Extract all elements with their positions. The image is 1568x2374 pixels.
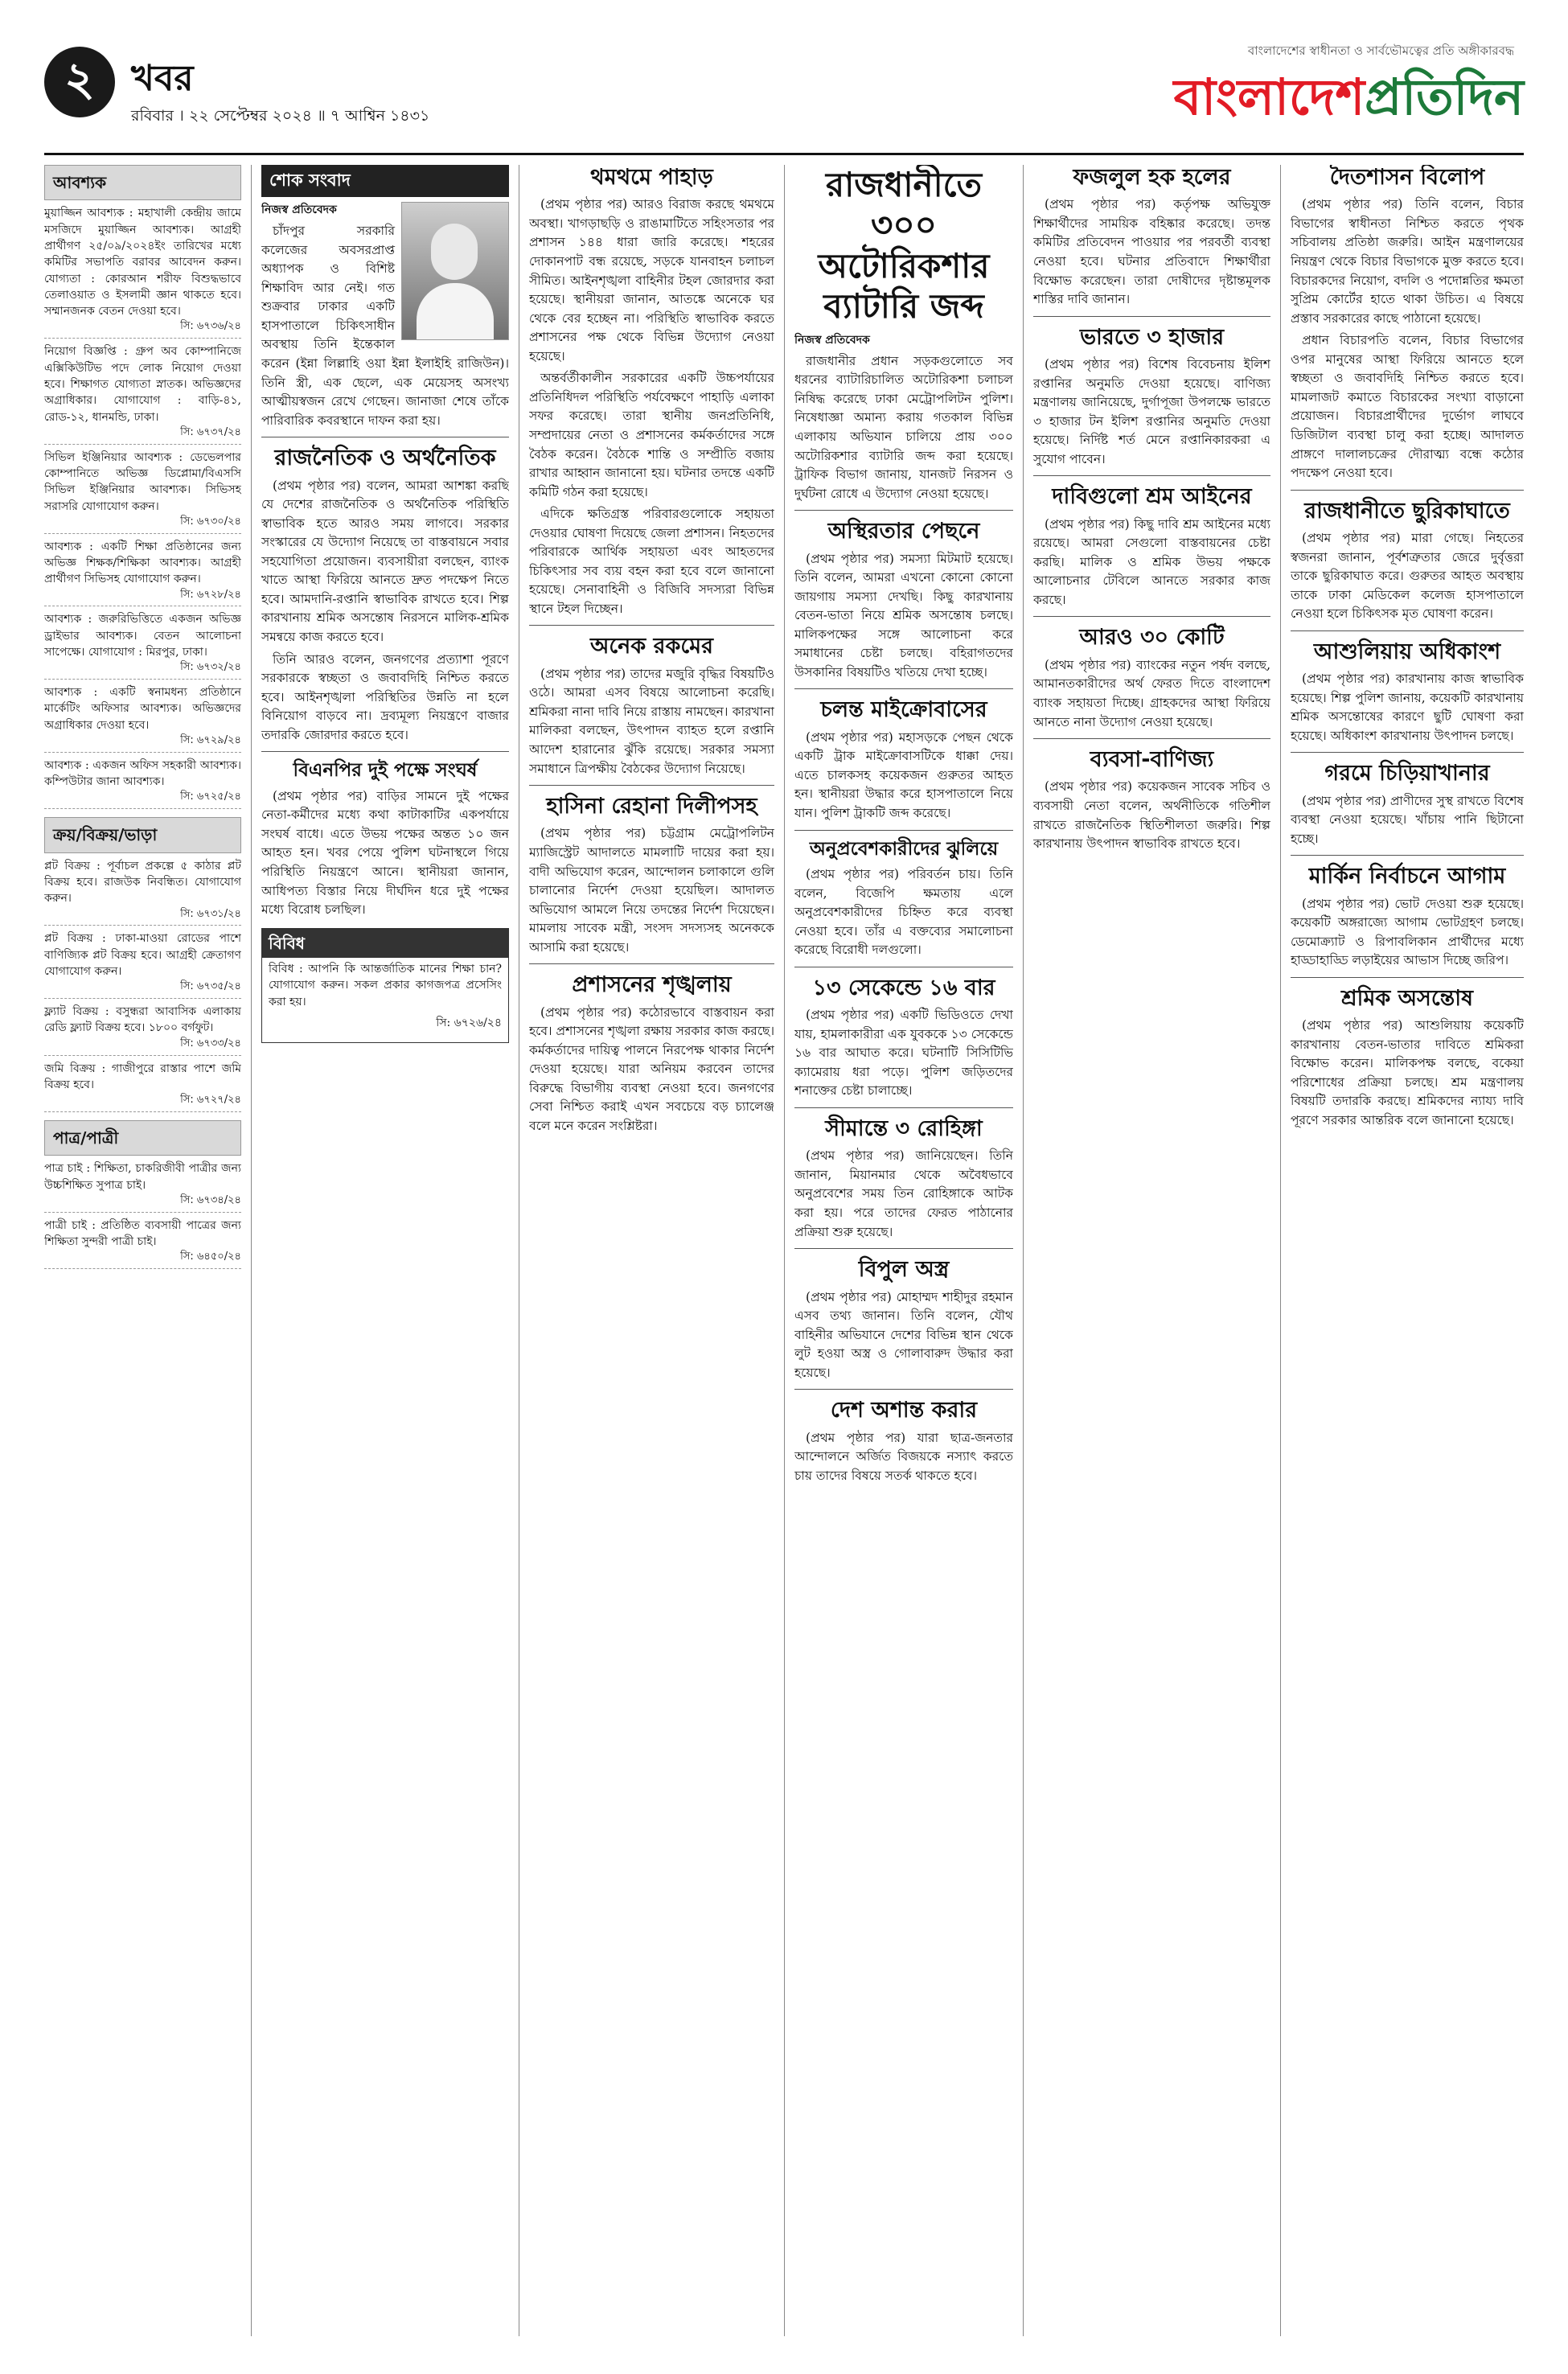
classified-ad-text: আবশ্যক : একটি শিক্ষা প্রতিষ্ঠানের জন্য অভিজ্ঞ শিক্ষক/শিক্ষিকা আবশ্যক। আগ্রহী প্রার্থীগণ সিভিসহ যোগাযোগ করুন। (44, 540, 241, 586)
classified-ad-text: নিয়োগ বিজ্ঞপ্তি : গ্রুপ অব কোম্পানিজে এক্সিকিউটিভ পদে লোক নিয়োগ দেওয়া হবে। শিক্ষাগত যোগ্যতা স্নাতক। অভিজ্ঞদের অগ্রাধিকার। যোগাযোগ : বাড়ি-৪১, রোড-১২, ধানমন্ডি, ঢাকা। (44, 345, 241, 424)
headline-worker-unrest: শ্রমিক অসন্তোষ (1340, 985, 1474, 1011)
article-paragraph: (প্রথম পৃষ্ঠার পর) ভোট দেওয়া শুরু হয়েছে। কয়েকটি অঙ্গরাজ্যে আগাম ভোটগ্রহণ চলছে। ডেমোক্র্যাট ও রিপাবলিকান প্রার্থীদের মধ্যে হাড্ডাহাড্ডি লড়াইয়ের আভাস দিচ্ছে জরিপ। (1291, 896, 1524, 968)
divider (1033, 738, 1270, 739)
article-paragraph: (প্রথম পৃষ্ঠার পর) বলেন, আমরা আশঙ্কা করছি যে দেশের রাজনৈতিক ও অর্থনৈতিক পরিস্থিতি স্বাভাবিক হতে আরও সময় লাগবে। সরকার সংস্কারের যে উদ্যোগ নিয়েছে তা বাস্তবায়নে সবার সহযোগিতা প্রয়োজন। ব্যবসায়ীরা বলছেন, ব্যাংক খাতে আস্থা ফিরিয়ে আনতে দ্রুত পদক্ষেপ নিতে হবে। আমদানি-রপ্তানি স্বাভাবিক রাখতে হবে। শিল্প কারখানায় শ্রমিক অসন্তোষ নিরসনে মালিক-শ্রমিক সমন্বয়ে কাজ করতে হবে। (261, 478, 509, 644)
masthead-rule (44, 153, 1524, 155)
article-paragraph: (প্রথম পৃষ্ঠার পর) মহাসড়কে পেছন থেকে একটি ট্রাক মাইক্রোবাসটিকে ধাক্কা দেয়। এতে চালকসহ কয়েকজন গুরুতর আহত হন। স্থানীয়রা উদ্ধার করে হাসপাতালে নিয়ে যান। পুলিশ ট্রাকটি জব্দ করেছে। (794, 729, 1013, 820)
classified-ad-text: আবশ্যক : একজন অফিস সহকারী আবশ্যক। কম্পিউটার জানা আবশ্যক। (44, 758, 241, 789)
classified-ad (44, 450, 241, 534)
divider (1291, 752, 1524, 753)
classified-ad-code: সি: ৬৭৩৪/২৪ (180, 1194, 241, 1207)
divider (1033, 316, 1270, 317)
column-divider (251, 165, 252, 2336)
obituary-portrait (401, 202, 509, 340)
headline-many-kinds: অনেক রকমের (589, 634, 714, 659)
classified-ad-code: সি: ৬৭২৭/২৪ (180, 1094, 241, 1107)
obituary-header: শোক সংবাদ (261, 165, 509, 197)
classified-ad-code: সি: ৬৭৩১/২৪ (180, 907, 241, 920)
classified-ad-text: আবশ্যক : একটি স্বনামধন্য প্রতিষ্ঠানে মার্কেটিং অফিসার আবশ্যক। অভিজ্ঞদের অগ্রাধিকার দেওয়া হবে। (44, 686, 241, 732)
divider (529, 625, 774, 626)
headline-weapons: বিপুল অস্ত্র (858, 1257, 950, 1283)
divider (794, 1248, 1013, 1249)
classified-ad (44, 1218, 241, 1269)
headline-13-seconds: ১৩ সেকেন্ডে ১৬ বার (812, 975, 995, 1000)
classified-ad (44, 1061, 241, 1112)
divider (1033, 616, 1270, 617)
article-paragraph: (প্রথম পৃষ্ঠার পর) বিশেষ বিবেচনায় ইলিশ রপ্তানির অনুমতি দেওয়া হয়েছে। বাণিজ্য মন্ত্রণালয় জানিয়েছে, দুর্গাপূজা উপলক্ষে ভারতে ৩ হাজার টন ইলিশ রপ্তানির অনুমতি দেওয়া হয়েছে। নির্দিষ্ট শর্ত মেনে রপ্তানিকারকরা এ সুযোগ পাবেন। (1033, 357, 1270, 466)
article-paragraph: (প্রথম পৃষ্ঠার পর) পরিবর্তন চায়। তিনি বলেন, বিজেপি ক্ষমতায় এলে অনুপ্রবেশকারীদের চিহ্নিত করে ব্যবস্থা নেওয়া হবে। তাঁর এ বক্তব্যের সমালোচনা করেছে বিরোধী দলগুলো। (794, 867, 1013, 958)
misc-ad-code: সি: ৬৭২৬/২৪ (436, 1016, 502, 1029)
divider (1291, 490, 1524, 491)
article-paragraph: (প্রথম পৃষ্ঠার পর) তিনি বলেন, বিচার বিভাগের স্বাধীনতা নিশ্চিত করতে পৃথক সচিবালয় প্রতিষ্ঠা জরুরি। আইন মন্ত্রণালয়ের নিয়ন্ত্রণ থেকে বিচার বিভাগকে মুক্ত করতে হবে। বিচারকদের নিয়োগ, বদলি ও পদোন্নতির ক্ষমতা সুপ্রিম কোর্টের হাতে থাকা উচিত। এ বিষয়ে প্রস্তাব সরকারের কাছে পাঠানো হয়েছে। (1291, 197, 1524, 326)
article-paragraph: (প্রথম পৃষ্ঠার পর) একটি ভিডিওতে দেখা যায়, হামলাকারীরা এক যুবককে ১৩ সেকেন্ডে ১৬ বার আঘাত করে। ঘটনাটি সিসিটিভি ক্যামেরায় ধরা পড়ে। পুলিশ জড়িতদের শনাক্তের চেষ্টা চালাচ্ছে। (794, 1008, 1013, 1099)
column-3 (529, 165, 774, 2336)
logo-wordmark (1174, 60, 1524, 142)
classified-ad-code: সি: ৬৭২৮/২৪ (180, 588, 241, 601)
ad-separator (44, 1268, 241, 1269)
divider (529, 785, 774, 786)
misc-ad-box (261, 928, 509, 1044)
ad-separator (44, 998, 241, 999)
classified-ad-text: আবশ্যক : জরুরিভিত্তিতে একজন অভিজ্ঞ ড্রাইভার আবশ্যক। বেতন আলোচনা সাপেক্ষে। যোগাযোগ : মিরপুর, ঢাকা। (44, 613, 241, 659)
classified-ad (44, 858, 241, 926)
divider (794, 1389, 1013, 1390)
dateline: রবিবার । ২২ সেপ্টেম্বর ২০২৪ ॥ ৭ আশ্বিন ১৪৩১ (131, 107, 430, 125)
article-paragraph: প্রধান বিচারপতি বলেন, বিচার বিভাগের ওপর মানুষের আস্থা ফিরিয়ে আনতে হলে স্বচ্ছতা ও জবাবদিহি নিশ্চিত করতে হবে। মামলাজট কমাতে বিচারকের সংখ্যা বাড়ানো প্রয়োজন। বিচারপ্রার্থীদের দুর্ভোগ লাঘবে ডিজিটাল ব্যবস্থা চালু করা হচ্ছে। আদালত প্রাঙ্গণে দালালচক্রের দৌরাত্ম্য বন্ধে কঠোর পদক্ষেপ নেওয়া হবে। (1291, 333, 1524, 481)
classified-header-buysell: ক্রয়/বিক্রয়/ভাড়া (44, 817, 241, 852)
article-byline: নিজস্ব প্রতিবেদক (794, 333, 870, 347)
logo-part1: বাংলাদেশ (1173, 68, 1365, 126)
divider (1291, 977, 1524, 978)
obituary-byline: নিজস্ব প্রতিবেদক (261, 203, 337, 216)
masthead (44, 32, 1524, 145)
divider (1033, 475, 1270, 476)
classified-header-matrimony: পাত্র/পাত্রী (44, 1120, 241, 1156)
classified-ad-text: পাত্রী চাই : প্রতিষ্ঠিত ব্যবসায়ী পাত্রের জন্য শিক্ষিতা সুন্দরী পাত্রী চাই। (44, 1218, 241, 1249)
headline-admin-discipline: প্রশাসনের শৃঙ্খলায় (572, 972, 732, 998)
divider (794, 688, 1013, 689)
classified-ad-text: জমি বিক্রয় : গাজীপুরে রাস্তার পাশে জমি বিক্রয় হবে। (44, 1062, 241, 1091)
column-divider (1023, 165, 1024, 2336)
article-paragraph: (প্রথম পৃষ্ঠার পর) যারা ছাত্র-জনতার আন্দোলনে অর্জিত বিজয়কে নস্যাৎ করতে চায় তাদের বিষয়ে সতর্ক থাকতে হবে। (794, 1430, 1013, 1483)
ad-separator (44, 533, 241, 534)
classified-ad-text: সিভিল ইঞ্জিনিয়ার আবশ্যক : ডেভেলপার কোম্পানিতে অভিজ্ঞ ডিপ্লোমা/বিএসসি সিভিল ইঞ্জিনিয়ার আবশ্যক। সিভিসহ সরাসরি যোগাযোগ করুন। (44, 450, 241, 513)
article-paragraph: (প্রথম পৃষ্ঠার পর) প্রাণীদের সুস্থ রাখতে বিশেষ ব্যবস্থা নেওয়া হয়েছে। খাঁচায় পানি ছিটানো হচ্ছে। (1291, 793, 1524, 846)
article-paragraph: (প্রথম পৃষ্ঠার পর) তাদের মজুরি বৃদ্ধির বিষয়টিও ওঠে। আমরা এসব বিষয়ে আলোচনা করেছি। শ্রমিকরা নানা দাবি নিয়ে রাস্তায় নামছেন। কারখানা মালিকরা বলছেন, উৎপাদন ব্যাহত হলে রপ্তানি আদেশ হারানোর ঝুঁকি রয়েছে। সরকার সমস্যা সমাধানে ত্রিপক্ষীয় বৈঠকের উদ্যোগ নিয়েছে। (529, 666, 774, 776)
article-paragraph: তিনি আরও বলেন, জনগণের প্রত্যাশা পূরণে সরকারকে স্বচ্ছতা ও জবাবদিহি নিশ্চিত করতে হবে। আইনশৃঙ্খলা পরিস্থিতির উন্নতি না হলে বিনিয়োগ বাড়বে না। দ্রব্যমূল্য নিয়ন্ত্রণে বাজার তদারকি জোরদার করতে হবে। (261, 651, 509, 742)
section-name: খবর (131, 58, 194, 99)
headline-stabbing: রাজধানীতে ছুরিকাঘাতে (1304, 498, 1510, 524)
classified-ad (44, 684, 241, 753)
divider (1291, 630, 1524, 631)
classified-ad-code: সি: ৬৭৩৫/২৪ (180, 980, 241, 993)
classifieds-column (44, 165, 241, 2336)
column-divider (1280, 165, 1281, 2336)
classified-ad (44, 1004, 241, 1055)
classified-ad-code: সি: ৬৭৩২/২৪ (180, 661, 241, 674)
column-5 (1033, 165, 1270, 2336)
article-paragraph: (প্রথম পৃষ্ঠার পর) কয়েকজন সাবেক সচিব ও ব্যবসায়ী নেতা বলেন, অর্থনীতিকে গতিশীল রাখতে রাজনৈতিক স্থিতিশীলতা জরুরি। শিল্প কারখানায় উৎপাদন স্বাভাবিক রাখতে হবে। (1033, 779, 1270, 852)
headline-bnp-clash: বিএনপির দুই পক্ষে সংঘর্ষ (293, 760, 478, 782)
obituary-body: চাঁদপুর সরকারি কলেজের অবসরপ্রাপ্ত অধ্যাপক ও বিশিষ্ট শিক্ষাবিদ আর নেই। গত শুক্রবার ঢাকার একটি হাসপাতালে চিকিৎসাধীন অবস্থায় তিনি ইন্তেকাল করেন (ইন্না লিল্লাহি ওয়া ইন্না ইলাইহি রাজিউন)। তিনি স্ত্রী, এক ছেলে, এক মেয়েসহ অসংখ্য আত্মীয়স্বজন রেখে গেছেন। জানাজা শেষে তাঁকে পারিবারিক কবরস্থানে দাফন করা হয়। (261, 224, 509, 428)
logo-part2: প্রতিদিন (1365, 68, 1524, 126)
headline-30-crore: আরও ৩০ কোটি (1079, 625, 1225, 651)
classified-ad-text: ফ্ল্যাট বিক্রয় : বসুন্ধরা আবাসিক এলাকায় রেডি ফ্ল্যাট বিক্রয় হবে। ১৮০০ বর্গফুট। (44, 1005, 241, 1035)
classified-list-matrimony (44, 1160, 241, 1269)
column-divider (784, 165, 785, 2336)
ad-separator (44, 338, 241, 339)
classified-header-wanted: আবশ্যক (44, 165, 241, 200)
classified-list-wanted (44, 205, 241, 809)
page-number: ২ (44, 47, 115, 117)
headline-fazlul-huq-hall: ফজলুল হক হলের (1073, 165, 1231, 190)
divider (1291, 855, 1524, 856)
classified-list-buysell (44, 858, 241, 1112)
headline-zoo-heat: গরমে চিড়িয়াখানার (1324, 761, 1490, 787)
article-paragraph: (প্রথম পৃষ্ঠার পর) আরও বিরাজ করছে থমথমে অবস্থা। খাগড়াছড়ি ও রাঙামাটিতে সহিংসতার পর প্রশাসন ১৪৪ ধারা জারি করেছে। শহরের দোকানপাট বন্ধ রয়েছে, সড়কে যানবাহন চলাচল সীমিত। আইনশৃঙ্খলা বাহিনীর টহল জোরদার করা হয়েছে। স্থানীয়রা জানান, আতঙ্কে অনেকে ঘর থেকে বের হচ্ছেন না। পরিস্থিতি স্বাভাবিক করতে প্রশাসনের পক্ষ থেকে বিভিন্ন উদ্যোগ নেওয়া হয়েছে। (529, 197, 774, 363)
article-paragraph: (প্রথম পৃষ্ঠার পর) কঠোরভাবে বাস্তবায়ন করা হবে। প্রশাসনের শৃঙ্খলা রক্ষায় সরকার কাজ করছে। কর্মকর্তাদের দায়িত্ব পালনে নিরপেক্ষ থাকার নির্দেশ দেওয়া হয়েছে। যারা অনিয়ম করবেন তাদের বিরুদ্ধে বিভাগীয় ব্যবস্থা নেওয়া হবে। জনগণের সেবা নিশ্চিত করাই এখন সবচেয়ে বড় চ্যালেঞ্জ বলে মনে করেন সংশ্লিষ্টরা। (529, 1004, 774, 1133)
article-paragraph: অন্তর্বর্তীকালীন সরকারের একটি উচ্চপর্যায়ের প্রতিনিধিদল পরিস্থিতি পর্যবেক্ষণে পাহাড়ি এলাকা সফর করেছে। তারা স্থানীয় জনপ্রতিনিধি, সম্প্রদায়ের নেতা ও প্রশাসনের কর্মকর্তাদের সঙ্গে বৈঠক করেন। বৈঠকে শান্তি ও সম্প্রীতি বজায় রাখার আহ্বান জানানো হয়। ঘটনার তদন্তে একটি কমিটি গঠন করা হয়েছে। (529, 371, 774, 499)
misc-ad-title: বিবিধ (262, 929, 508, 958)
ad-separator (44, 925, 241, 926)
headline-autorickshaw: রাজধানীতে ৩০০ অটোরিকশার ব্যাটারি জব্দ (818, 165, 990, 327)
headline-business: ব্যবসা-বাণিজ্য (1090, 747, 1214, 773)
classified-ad-text: পাত্র চাই : শিক্ষিতা, চাকরিজীবী পাত্রীর জন্য উচ্চশিক্ষিত সুপাত্র চাই। (44, 1162, 241, 1192)
column-2 (261, 165, 509, 2336)
classified-ad-code: সি: ৬৭৩৭/২৪ (180, 425, 241, 438)
article-paragraph: রাজধানীর প্রধান সড়কগুলোতে সব ধরনের ব্যাটারিচালিত অটোরিকশা চলাচল নিষিদ্ধ করেছে ঢাকা মেট্রোপলিটন পুলিশ। নিষেধাজ্ঞা অমান্য করায় গতকাল বিভিন্ন এলাকায় অভিযান চালিয়ে প্রায় ৩০০ অটোরিকশার ব্যাটারি জব্দ করা হয়েছে। ট্রাফিক বিভাগ জানায়, যানজট নিরসন ও দুর্ঘটনা রোধে এ উদ্যোগ নেওয়া হয়েছে। (794, 353, 1013, 501)
classified-ad-text: মুয়াজ্জিন আবশ্যক : মহাখালী কেন্দ্রীয় জামে মসজিদে মুয়াজ্জিন আবশ্যক। আগ্রহী প্রার্থীগণ ২৫/০৯/২০২৪ইং তারিখের মধ্যে কমিটির সভাপতি বরাবর আবেদন করুন। যোগ্যতা : কোরআন শরীফ বিশুদ্ধভাবে তেলাওয়াত ও ইসলামী জ্ঞান থাকতে হবে। সম্মানজনক বেতন দেওয়া হবে। (44, 207, 241, 318)
ad-separator (44, 1212, 241, 1213)
column-6 (1291, 165, 1524, 2336)
classified-ad-code: সি: ৬৭২৫/২৪ (180, 791, 241, 803)
ad-separator (44, 679, 241, 680)
divider (794, 830, 1013, 831)
classified-ad (44, 611, 241, 680)
article-paragraph: এদিকে ক্ষতিগ্রস্ত পরিবারগুলোকে সহায়তা দেওয়ার ঘোষণা দিয়েছে জেলা প্রশাসন। নিহতদের পরিবারকে আর্থিক সহায়তা এবং আহতদের চিকিৎসার সব ব্যয় বহন করা হবে বলে জানানো হয়েছে। সেনাবাহিনী ও বিজিবি সদস্যরা বিভিন্ন স্থানে টহল দিচ্ছেন। (529, 507, 774, 616)
classified-ad-text: প্লট বিক্রয় : পূর্বাচল প্রকল্পে ৫ কাঠার প্লট বিক্রয় হবে। রাজউক নিবন্ধিত। যোগাযোগ করুন। (44, 859, 241, 906)
headline-hasina-case: হাসিনা রেহানা দিলীপসহ (546, 794, 757, 819)
article-paragraph: (প্রথম পৃষ্ঠার পর) আশুলিয়ায় কয়েকটি কারখানায় বেতন-ভাতার দাবিতে শ্রমিকরা বিক্ষোভ করেন। মালিকপক্ষ বলছে, বকেয়া পরিশোধের প্রক্রিয়া চলছে। শ্রম মন্ত্রণালয় বিষয়টি তদারকি করছে। শ্রমিকদের ন্যায্য দাবি পূরণে সরকার আন্তরিক বলে জানানো হয়েছে। (1291, 1018, 1524, 1128)
headline-labour-law: দাবিগুলো শ্রম আইনের (1052, 484, 1252, 510)
headline-hills: থমথমে পাহাড় (590, 165, 713, 190)
logo-tagline: বাংলাদেশের স্বাধীনতা ও সার্বভৌমত্বের প্রতি অঙ্গীকারবদ্ধ (1247, 43, 1514, 58)
divider (261, 751, 509, 752)
article-paragraph: (প্রথম পৃষ্ঠার পর) ব্যাংকের নতুন পর্ষদ বলছে, আমানতকারীদের অর্থ ফেরত দিতে বাংলাদেশ ব্যাংক সহায়তা দিচ্ছে। গ্রাহকদের আস্থা ফিরিয়ে আনতে নানা উদ্যোগ নেওয়া হয়েছে। (1033, 657, 1270, 729)
classified-ad (44, 205, 241, 339)
ad-separator (44, 752, 241, 753)
headline-ashulia: আশুলিয়ায় অধিকাংশ (1313, 639, 1501, 664)
article-paragraph: (প্রথম পৃষ্ঠার পর) বাড়ির সামনে দুই পক্ষের নেতা-কর্মীদের মধ্যে কথা কাটাকাটির একপর্যায়ে সংঘর্ষ বাধে। এতে উভয় পক্ষের অন্তত ১০ জন আহত হন। খবর পেয়ে পুলিশ ঘটনাস্থলে গিয়ে পরিস্থিতি নিয়ন্ত্রণে আনে। স্থানীয়রা জানান, আধিপত্য বিস্তার নিয়ে দীর্ঘদিন ধরে দুই পক্ষের মধ্যে বিরোধ চলছিল। (261, 788, 509, 918)
classified-ad (44, 1160, 241, 1212)
article-paragraph: (প্রথম পৃষ্ঠার পর) কারখানায় কাজ স্বাভাবিক হয়েছে। শিল্প পুলিশ জানায়, কয়েকটি কারখানায় শ্রমিক অসন্তোষের কারণে ছুটি ঘোষণা করা হয়েছে। অধিকাংশ কারখানায় উৎপাদন চলছে। (1291, 672, 1524, 743)
article-paragraph: (প্রথম পৃষ্ঠার পর) কিছু দাবি শ্রম আইনের মধ্যে রয়েছে। আমরা সেগুলো বাস্তবায়নের চেষ্টা করছি। মালিক ও শ্রমিক উভয় পক্ষকে আলোচনার টেবিলে আনতে সরকার কাজ করছে। (1033, 516, 1270, 607)
classified-ad-text: প্লট বিক্রয় : ঢাকা-মাওয়া রোডের পাশে বাণিজ্যিক প্লট বিক্রয় হবে। আগ্রহী ক্রেতাগণ যোগাযোগ করুন। (44, 932, 241, 979)
headline-political-economic: রাজনৈতিক ও অর্থনৈতিক (274, 446, 496, 471)
headline-hilsa-india: ভারতে ৩ হাজার (1079, 324, 1225, 350)
headline-infiltrators: অনুপ্রবেশকারীদের ঝুলিয়ে (809, 838, 999, 860)
headline-microbus: চলন্ত মাইক্রোবাসের (820, 697, 987, 723)
headline-rohingya: সীমান্তে ৩ রোহিঙ্গা (825, 1116, 983, 1141)
article-paragraph: (প্রথম পৃষ্ঠার পর) জানিয়েছেন। তিনি জানান, মিয়ানমার থেকে অবৈধভাবে অনুপ্রবেশের সময় তিন রোহিঙ্গাকে আটক করা হয়। পরে তাদের ফেরত পাঠানোর প্রক্রিয়া শুরু হয়েছে। (794, 1148, 1013, 1239)
divider (529, 963, 774, 964)
classified-ad-code: সি: ৬৭২৯/২৪ (180, 734, 241, 747)
classified-ad-code: সি: ৬৭৩৩/২৪ (180, 1037, 241, 1049)
ad-separator (44, 1055, 241, 1056)
classified-ad-code: সি: ৬৪৫০/২৪ (180, 1251, 241, 1263)
newspaper-logo (1146, 32, 1524, 145)
article-paragraph: (প্রথম পৃষ্ঠার পর) চট্টগ্রাম মেট্রোপলিটন ম্যাজিস্ট্রেট আদালতে মামলাটি দায়ের করা হয়। বাদী অভিযোগ করেন, আন্দোলন চলাকালে গুলি চালানোর নির্দেশ দেওয়া হয়েছিল। আদালত অভিযোগ আমলে নিয়ে তদন্তের নির্দেশ দিয়েছেন। মামলায় সাবেক মন্ত্রী, সংসদ সদস্যসহ অনেককে আসামি করা হয়েছে। (529, 826, 774, 955)
article-paragraph: (প্রথম পৃষ্ঠার পর) কর্তৃপক্ষ অভিযুক্ত শিক্ষার্থীদের সাময়িক বহিষ্কার করেছে। তদন্ত কমিটির প্রতিবেদন পাওয়ার পর পরবর্তী ব্যবস্থা নেওয়া হবে। ঘটনার প্রতিবাদে শিক্ষার্থীরা বিক্ষোভ করেছেন। তারা দোষীদের দৃষ্টান্তমূলক শাস্তির দাবি জানান। (1033, 197, 1270, 307)
headline-us-election: মার্কিন নির্বাচনে আগাম (1308, 864, 1506, 889)
headline-unrest: অস্থিরতার পেছনে (827, 519, 980, 544)
classified-ad (44, 539, 241, 607)
classified-ad (44, 758, 241, 809)
article-paragraph: (প্রথম পৃষ্ঠার পর) সমস্যা মিটমাট হয়েছে। তিনি বলেন, আমরা এখনো কোনো কোনো জায়গায় সমস্যা দেখছি। কিছু কারখানায় বেতন-ভাতা নিয়ে শ্রমিক অসন্তোষ চলছে। মালিকপক্ষের সঙ্গে আলোচনা করে সমাধানের চেষ্টা চলছে। বহিরাগতদের উসকানির বিষয়টিও খতিয়ে দেখা হচ্ছে। (794, 551, 1013, 680)
ad-separator (44, 808, 241, 809)
misc-ad-text: বিবিধ : আপনি কি আন্তর্জাতিক মানের শিক্ষা চান? যোগাযোগ করুন। সকল প্রকার কাগজপত্র প্রসেসিং করা হয়। (269, 963, 502, 1008)
headline-dual-rule: দৈতশাসন বিলোপ (1329, 165, 1485, 190)
classified-ad (44, 343, 241, 444)
divider (794, 510, 1013, 511)
classified-ad-code: সি: ৬৭৩০/২৪ (180, 515, 241, 528)
ad-separator (44, 444, 241, 445)
classified-ad-code: সি: ৬৭৩৬/২৪ (180, 320, 241, 333)
article-paragraph: (প্রথম পৃষ্ঠার পর) মোহাম্মদ শাহীদুর রহমান এসব তথ্য জানান। তিনি বলেন, যৌথ বাহিনীর অভিযানে দেশের বিভিন্ন স্থান থেকে লুট হওয়া অস্ত্র ও গোলাবারুদ উদ্ধার করা হয়েছে। (794, 1289, 1013, 1380)
headline-destabilize: দেশ অশান্ত করার (830, 1398, 978, 1423)
ad-separator (44, 1111, 241, 1112)
classified-ad (44, 930, 241, 999)
column-4 (794, 165, 1013, 2336)
divider (794, 1107, 1013, 1108)
article-paragraph: (প্রথম পৃষ্ঠার পর) মারা গেছে। নিহতের স্বজনরা জানান, পূর্বশত্রুতার জেরে দুর্বৃত্তরা তাকে ছুরিকাঘাত করে। গুরুতর আহত অবস্থায় তাকে ঢাকা মেডিকেল কলেজ হাসপাতালে নেওয়া হলে চিকিৎসক মৃত ঘোষণা করেন। (1291, 530, 1524, 622)
